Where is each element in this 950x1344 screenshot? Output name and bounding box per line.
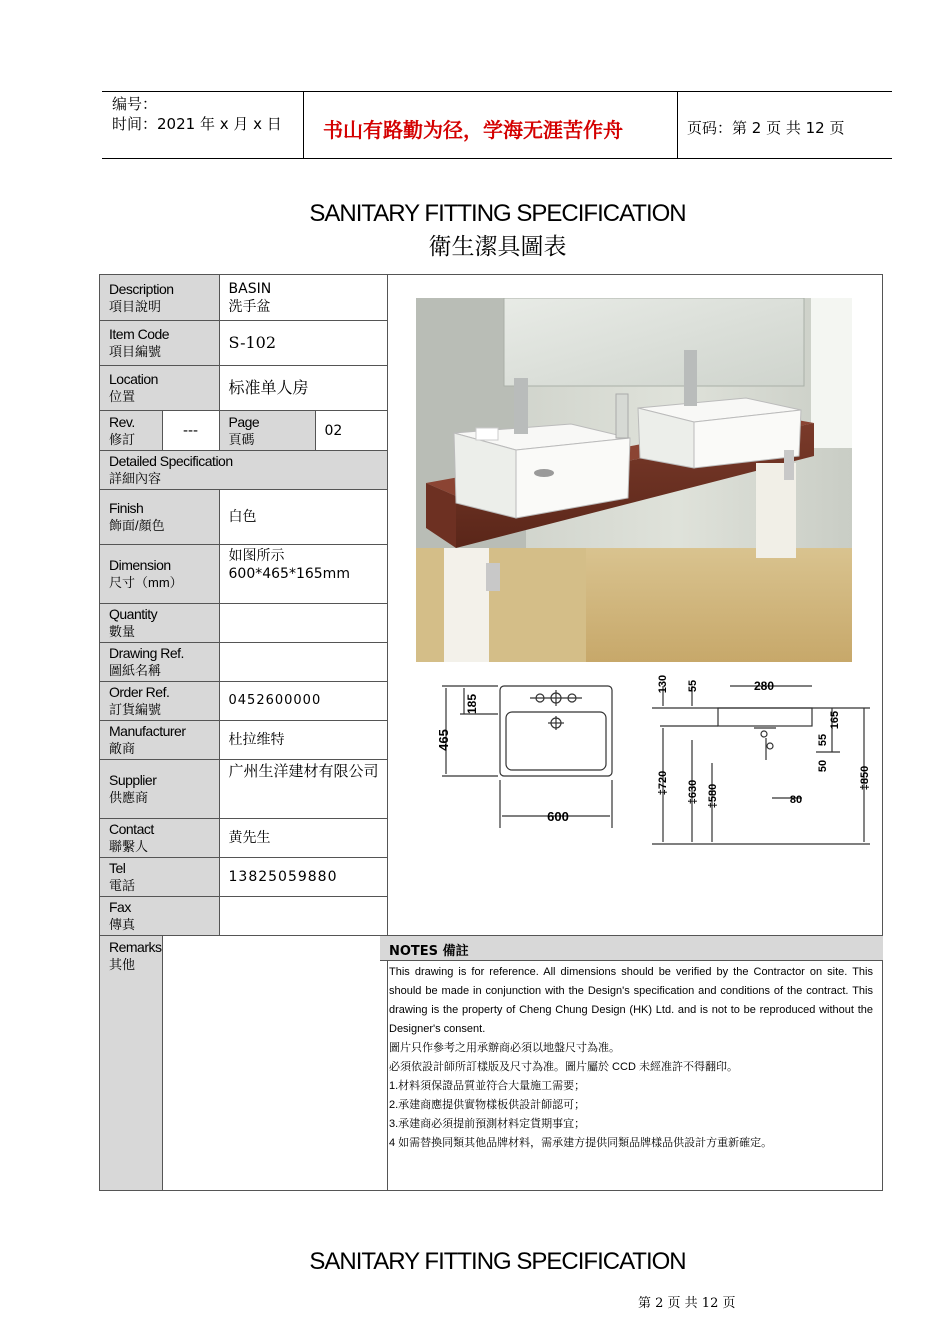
table-row — [100, 545, 388, 604]
spec-table — [99, 274, 388, 1191]
table-row — [100, 721, 388, 760]
table-row — [100, 366, 388, 411]
manufacturer-label: Manufacturer 敵商 — [100, 721, 220, 760]
table-row — [100, 897, 388, 936]
drawing-ref-label: Drawing Ref. 圖紙名稱 — [100, 643, 220, 682]
rev-value: --- — [162, 411, 219, 451]
contact-value: 黄先生 — [219, 819, 387, 858]
supplier-label: Supplier 供應商 — [100, 760, 220, 819]
dim-720: ‡720 — [657, 770, 669, 796]
table-row — [100, 819, 388, 858]
header-divider — [677, 91, 678, 158]
dim-55-top: 55 — [687, 679, 699, 693]
tel-value: 13825059880 — [219, 858, 387, 897]
page-label: Page 頁碼 — [219, 411, 315, 451]
dim-80: 80 — [789, 794, 803, 806]
finish-value: 白色 — [219, 490, 387, 545]
notes-line: 2.承建商應提供實物樣板供設計師認可； — [389, 1099, 586, 1111]
side-trap — [767, 743, 773, 749]
notes-line: 必須依設計師所訂樣版及尺寸為准。圖片屬於 CCD 未經准許不得翻印。 — [389, 1061, 738, 1073]
dim-185: 185 — [465, 693, 479, 715]
table-row — [100, 490, 388, 545]
drawing-ref-value — [219, 643, 387, 682]
dimension-label: Dimension 尺寸（mm） — [100, 545, 220, 604]
table-row — [100, 451, 388, 490]
page-title-chinese: 衛生潔具圖表 — [428, 234, 567, 260]
table-row — [100, 682, 388, 721]
dim-630: ‡630 — [687, 779, 699, 805]
location-label: Location 位置 — [100, 366, 220, 411]
table-row — [100, 643, 388, 682]
detailed-spec-label: Detailed Specification 詳細內容 — [100, 451, 388, 490]
product-photo-illustration — [416, 298, 852, 662]
table-row — [100, 275, 388, 321]
order-ref-value: 0452600000 — [219, 682, 387, 721]
notes-body — [389, 963, 873, 1153]
notes-line: 3.承建商必須提前預測材料定貨期事宜； — [389, 1118, 586, 1130]
order-ref-label: Order Ref. 訂貨編號 — [100, 682, 220, 721]
table-row — [100, 411, 388, 451]
dim-465: 465 — [436, 729, 451, 751]
dim-165: 165 — [829, 710, 841, 730]
technical-drawing — [430, 668, 880, 858]
remarks-value — [162, 936, 387, 1191]
footer-title: SANITARY FITTING SPECIFICATION — [309, 1248, 686, 1275]
item-code-value: S-102 — [219, 321, 387, 366]
dim-130: 130 — [657, 674, 669, 694]
remarks-label: Remarks 其他 — [100, 936, 163, 1191]
fax-label: Fax 傳真 — [100, 897, 220, 936]
manufacturer-value: 杜拉维特 — [219, 721, 387, 760]
dim-600: 600 — [547, 809, 569, 824]
document-time-label: 时间：2021 年 x 月 x 日 — [112, 115, 282, 133]
notes-heading: NOTES 備註 — [380, 935, 883, 961]
description-label: Description 項目說明 — [100, 275, 220, 321]
document-number-label: 编号： — [112, 95, 158, 113]
header-motto: 书山有路勤为径，学海无涯苦作舟 — [323, 118, 623, 142]
table-row — [100, 604, 388, 643]
item-code-label: Item Code 項目編號 — [100, 321, 220, 366]
side-drain — [761, 731, 767, 737]
rev-label: Rev. 修訂 — [100, 411, 163, 451]
description-value: BASIN 洗手盆 — [219, 275, 387, 321]
supplier-value: 广州生洋建材有限公司 — [219, 760, 387, 819]
notes-line: This drawing is for reference. All dimensions should be verified by the Contractor on site. This should be made in conjunction with the Design's specification and conditions of the contract. This drawing is the property of Cheng Chung Design (HK) Ltd. and is not to be reproduced without the Designer's consent. — [389, 966, 873, 1035]
contact-label: Contact 聯繫人 — [100, 819, 220, 858]
header-page-label: 页码：第 2 页 共 12 页 — [687, 119, 845, 137]
header-bottom-rule — [102, 158, 892, 159]
table-row — [100, 936, 388, 1191]
location-value: 标准单人房 — [219, 366, 387, 411]
dimension-value: 如图所示 600*465*165mm — [219, 545, 387, 604]
table-row — [100, 858, 388, 897]
header-divider — [303, 91, 304, 158]
quantity-label: Quantity 數量 — [100, 604, 220, 643]
notes-line: 4 如需替換同類其他品牌材料，需承建方提供同類品牌樣品供設計方重新確定。 — [389, 1137, 773, 1149]
notes-line: 圖片只作參考之用承辦商必須以地盤尺寸為准。 — [389, 1042, 620, 1054]
header-top-rule — [102, 91, 892, 92]
product-photo — [416, 298, 852, 662]
page-title: SANITARY FITTING SPECIFICATION — [309, 200, 686, 227]
table-row — [100, 760, 388, 819]
quantity-value — [219, 604, 387, 643]
side-basin-body — [718, 708, 812, 726]
dim-580: ‡580 — [707, 783, 719, 809]
notes-line: 1.材料須保證品質並符合大量施工需要； — [389, 1080, 586, 1092]
fax-value — [219, 897, 387, 936]
finish-label: Finish 飾面/顏色 — [100, 490, 220, 545]
dim-50: 50 — [817, 759, 829, 773]
dim-280: 280 — [753, 679, 775, 693]
tel-label: Tel 電話 — [100, 858, 220, 897]
dim-55-side: 55 — [817, 733, 829, 747]
footer-page-number: 第 2 页 共 12 页 — [638, 1296, 736, 1311]
table-row — [100, 321, 388, 366]
dim-850: ‡850 — [859, 765, 871, 791]
page-value: 02 — [315, 411, 387, 451]
